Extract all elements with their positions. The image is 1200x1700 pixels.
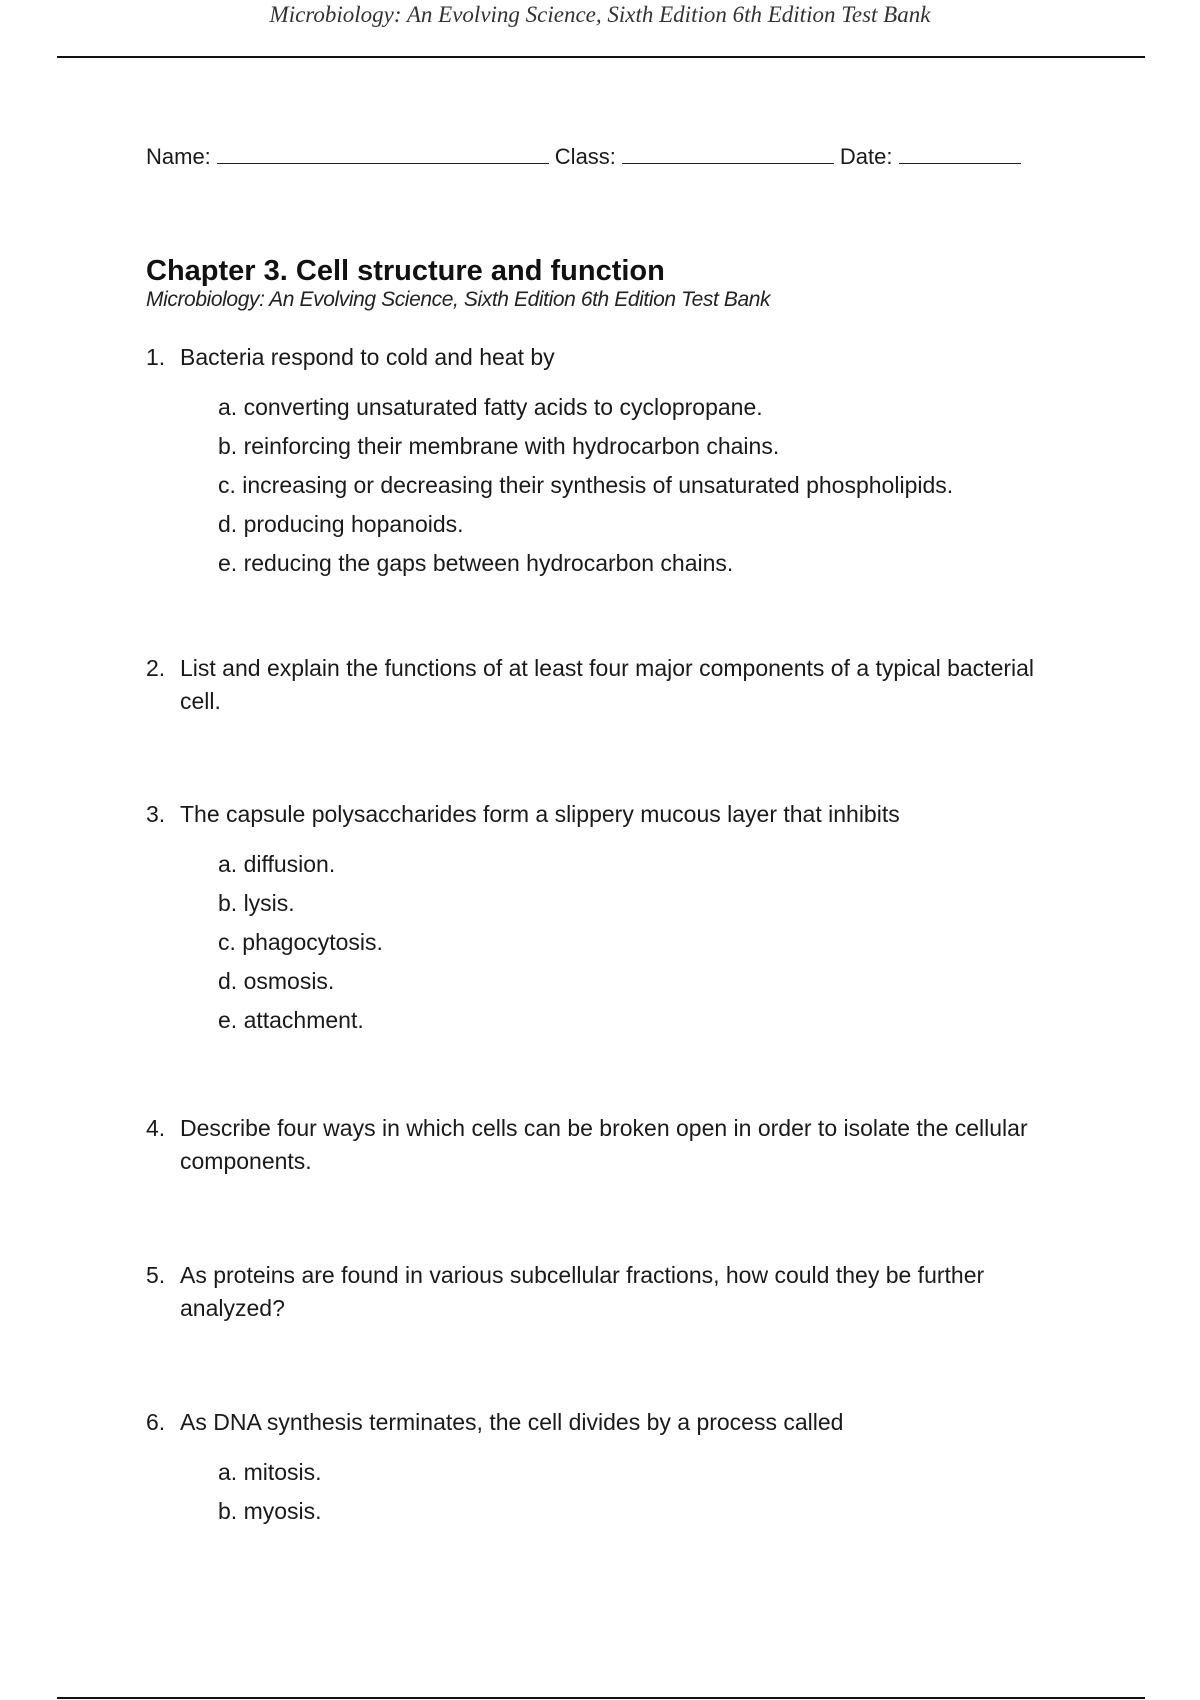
question-text: List and explain the functions of at least four major components of a typical bacterial cell. [180,655,1035,714]
class-blank[interactable] [622,145,834,164]
footer-rule [57,1697,1145,1699]
question-6 [146,1406,1046,1531]
choice-c: c. phagocytosis. [218,929,383,955]
question-text: Bacteria respond to cold and heat by [180,344,555,370]
choice-d: d. producing hopanoids. [218,511,464,537]
choice-c: c. increasing or decreasing their synthesis of unsaturated phospholipids. [218,472,954,498]
question-number: 6. [146,1409,166,1435]
question-4 [146,1112,1046,1178]
answer-choices [218,388,1046,583]
question-1 [146,341,1046,583]
question-number: 3. [146,801,166,827]
question-text: As DNA synthesis terminates, the cell divides by a process called [180,1409,844,1435]
choice-a: a. converting unsaturated fatty acids to cyclopropane. [218,394,763,420]
choice-a: a. diffusion. [218,851,336,877]
choice-e: e. attachment. [218,1007,364,1033]
choice-b: b. myosis. [218,1498,322,1524]
answer-choices [218,845,1046,1040]
date-label: Date: [839,144,893,169]
question-number: 5. [146,1262,166,1288]
class-label: Class: [554,144,616,169]
answer-choices [218,1453,1046,1531]
choice-d: d. osmosis. [218,968,335,994]
question-5 [146,1259,1046,1325]
question-3 [146,798,1046,1040]
running-header: Microbiology: An Evolving Science, Sixth Edition 6th Edition Test Bank [269,2,931,27]
question-text: Describe four ways in which cells can be broken open in order to isolate the cellular components. [180,1115,1028,1174]
name-label: Name: [146,144,211,169]
header-rule [57,56,1145,58]
question-number: 2. [146,655,166,681]
chapter-subtitle: Microbiology: An Evolving Science, Sixth Edition 6th Edition Test Bank [146,288,771,311]
question-number: 1. [146,344,166,370]
question-2 [146,652,1046,718]
question-number: 4. [146,1115,166,1141]
date-blank[interactable] [899,145,1021,164]
chapter-title: Chapter 3. Cell structure and function [146,255,665,287]
choice-e: e. reducing the gaps between hydrocarbon chains. [218,550,734,576]
choice-b: b. lysis. [218,890,295,916]
student-info-line [146,144,1027,170]
question-text: The capsule polysaccharides form a slippery mucous layer that inhibits [180,801,900,827]
choice-a: a. mitosis. [218,1459,322,1485]
name-blank[interactable] [217,145,549,164]
choice-b: b. reinforcing their membrane with hydrocarbon chains. [218,433,780,459]
question-text: As proteins are found in various subcellular fractions, how could they be further analyzed? [180,1262,985,1321]
